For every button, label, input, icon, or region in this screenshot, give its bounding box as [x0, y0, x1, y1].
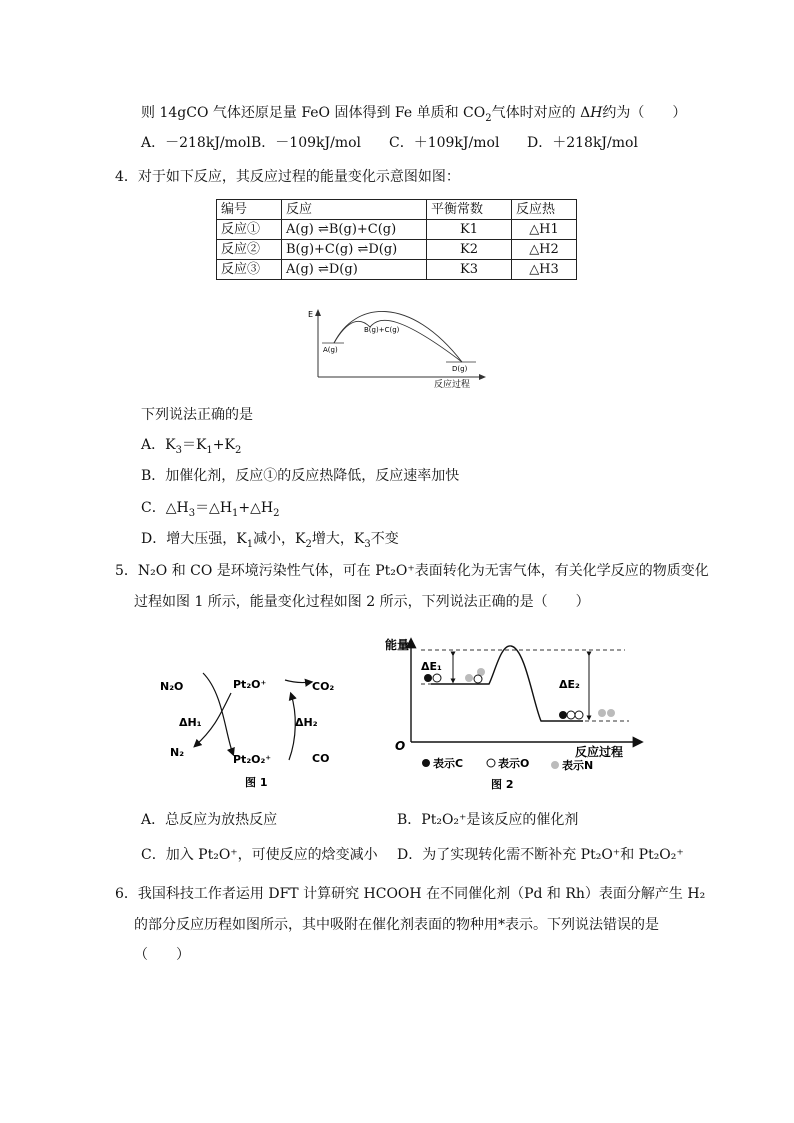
- uncatalyzed-curve: [334, 311, 462, 362]
- table-cell: △H3: [512, 260, 577, 280]
- table-cell: 反应①: [217, 220, 282, 240]
- arrow-co2-out: [285, 680, 311, 683]
- q3-option-a[interactable]: A．－218kJ/mol: [141, 135, 251, 151]
- q4-stem: 4．对于如下反应，其反应过程的能量变化示意图如图：: [115, 169, 460, 185]
- y-axis-arrow: [315, 309, 321, 316]
- legend-o-icon: [487, 759, 495, 767]
- figure-1-cycle: [155, 668, 355, 788]
- table-row: [217, 240, 577, 260]
- q4-prompt: 下列说法正确的是: [141, 407, 253, 423]
- molecule-c: [424, 674, 432, 682]
- q5-option-d[interactable]: D．为了实现转化需不断补充 Pt₂O⁺和 Pt₂O₂⁺: [397, 847, 684, 863]
- table-header: 反应热: [512, 200, 577, 220]
- table-header: 编号: [217, 200, 282, 220]
- figure-1-caption: 图 1: [245, 776, 268, 788]
- q3-option-d[interactable]: D．＋218kJ/mol: [527, 135, 638, 151]
- label-co2: CO₂: [312, 680, 335, 693]
- table-cell: A(g) ⇌B(g)+C(g): [282, 220, 427, 240]
- table-row: [217, 260, 577, 280]
- molecule-o: [433, 674, 441, 682]
- molecule-n: [465, 674, 473, 682]
- reaction-table: [216, 199, 577, 280]
- q3-option-c[interactable]: C．＋109kJ/mol: [389, 135, 500, 151]
- table-row: [217, 200, 577, 220]
- label-dh2: ΔH₂: [295, 716, 318, 729]
- y-axis-label: E: [308, 310, 314, 319]
- q5-option-b[interactable]: B．Pt₂O₂⁺是该反应的催化剂: [397, 812, 579, 828]
- table-cell: △H2: [512, 240, 577, 260]
- label-pt2o2: Pt₂O₂⁺: [233, 753, 272, 766]
- label-n2o: N₂O: [160, 680, 184, 693]
- table-cell: K3: [427, 260, 512, 280]
- x-axis-label: 反应过程: [575, 745, 624, 759]
- table-cell: K1: [427, 220, 512, 240]
- q6-line2: 的部分反应历程如图所示，其中吸附在催化剂表面的物种用*表示。下列说法错误的是: [134, 917, 659, 933]
- arrow-left-down: [203, 673, 233, 754]
- table-cell: A(g) ⇌D(g): [282, 260, 427, 280]
- energy-diagram-q4: [300, 305, 490, 390]
- label-co: CO: [312, 752, 330, 765]
- legend-n: 表示N: [562, 759, 594, 772]
- delta-e2-label: ΔE₂: [559, 678, 580, 691]
- q6-line3: （ ）: [134, 947, 190, 963]
- q3-stem: 则 14gCO 气体还原足量 FeO 固体得到 Fe 单质和 $CO_2$气体时对应的 ΔH约为（ ）: [141, 105, 687, 124]
- label-bc: B(g)+C(g): [364, 326, 400, 334]
- table-cell: 反应③: [217, 260, 282, 280]
- table-row: [217, 220, 577, 240]
- label-n2: N₂: [170, 746, 185, 759]
- label-a: A(g): [323, 346, 338, 354]
- table-cell: K2: [427, 240, 512, 260]
- legend-o: 表示O: [498, 757, 530, 770]
- legend-n-icon: [551, 761, 559, 769]
- label-pt2o: Pt₂O⁺: [233, 678, 267, 691]
- figure-2-energy: [383, 632, 648, 792]
- figure-2-caption: 图 2: [491, 778, 514, 791]
- table-cell: 反应②: [217, 240, 282, 260]
- legend-c: 表示C: [433, 757, 464, 770]
- delta-e1-label: ΔE₁: [421, 660, 442, 673]
- q4-option-d[interactable]: D．增大压强，$K_1$减小，$K_2$增大，$K_3$不变: [141, 531, 399, 550]
- q5-option-a[interactable]: A．总反应为放热反应: [141, 812, 278, 828]
- q4-option-b[interactable]: B．加催化剂，反应①的反应热降低，反应速率加快: [141, 468, 460, 484]
- molecule-o: [575, 711, 583, 719]
- molecule-n: [598, 709, 606, 717]
- q4-option-c[interactable]: C．$\triangle H_3=\triangle H_1+\triangle H_2$: [141, 500, 280, 519]
- q3-option-b[interactable]: B．－109kJ/mol: [251, 135, 362, 151]
- table-cell: △H1: [512, 220, 577, 240]
- molecule-o: [567, 711, 575, 719]
- table-header: 反应: [282, 200, 427, 220]
- x-axis-arrow: [479, 374, 486, 380]
- molecule-c: [559, 711, 567, 719]
- x-axis-label: 反应过程: [434, 380, 471, 390]
- table-cell: B(g)+C(g) ⇌D(g): [282, 240, 427, 260]
- q4-option-a[interactable]: A．$K_3=K_1+K_2$: [141, 437, 242, 456]
- q5-line1: 5．N₂O 和 CO 是环境污染性气体，可在 Pt₂O⁺表面转化为无害气体，有关化学反应的物质变化: [115, 563, 709, 579]
- q5-line2: 过程如图 1 所示，能量变化过程如图 2 所示，下列说法正确的是（ ）: [134, 594, 590, 610]
- molecule-n: [607, 709, 615, 717]
- q5-option-c[interactable]: C．加入 Pt₂O⁺，可使反应的焓变减小: [141, 847, 378, 863]
- q6-line1: 6．我国科技工作者运用 DFT 计算研究 HCOOH 在不同催化剂（Pd 和 Rh）表面分解产生 H₂: [115, 886, 706, 902]
- origin-label: O: [395, 739, 406, 753]
- label-dh1: ΔH₁: [179, 716, 202, 729]
- label-d: D(g): [452, 365, 468, 373]
- molecule-o: [474, 675, 482, 683]
- y-axis-label: 能量: [385, 638, 410, 652]
- table-header: 平衡常数: [427, 200, 512, 220]
- legend-c-icon: [422, 759, 430, 767]
